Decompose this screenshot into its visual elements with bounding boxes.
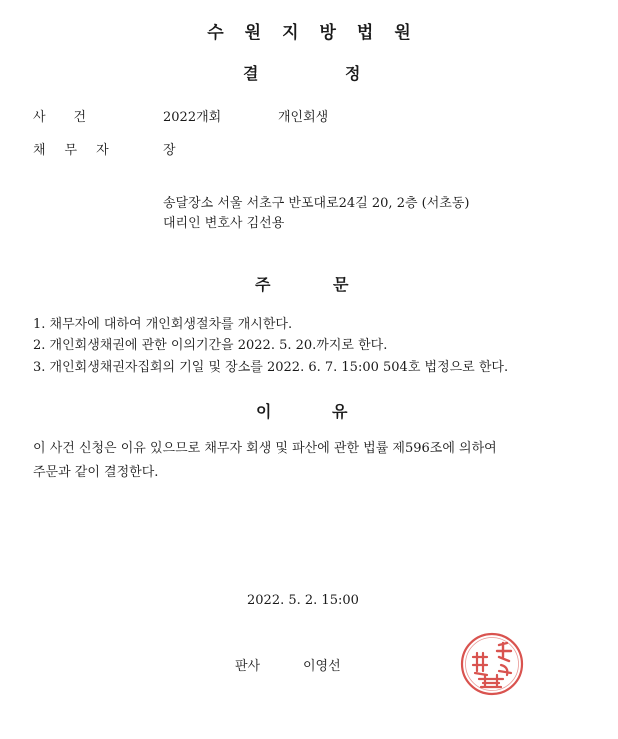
order-title-left: 주 xyxy=(255,275,271,294)
case-number: 2022개회 xyxy=(163,110,222,125)
judge-title: 판사 xyxy=(235,659,261,674)
court-name: 수원지방법원 xyxy=(207,23,432,43)
doc-title-right: 정 xyxy=(345,64,361,83)
order-item: 2. 개인회생채권에 관한 이의기간을 2022. 5. 20.까지로 한다. xyxy=(33,338,388,353)
judge-seal-icon xyxy=(459,631,525,697)
order-item: 3. 개인회생채권자집회의 기일 및 장소를 2022. 6. 7. 15:00 504호 법정으로 한다. xyxy=(33,360,509,375)
case-label: 사건 xyxy=(33,110,115,125)
order-item: 1. 채무자에 대하여 개인회생절차를 개시한다. xyxy=(33,317,293,332)
reason-line: 주문과 같이 결정한다. xyxy=(33,465,159,480)
debtor-name: 장 xyxy=(163,143,176,158)
doc-title-left: 결 xyxy=(243,64,259,83)
service-address: 송달장소 서울 서초구 반포대로24길 20, 2층 (서초동) xyxy=(163,196,470,211)
reason-line: 이 사건 신청은 이유 있으므로 채무자 회생 및 파산에 관한 법률 제596조에 의하여 xyxy=(33,441,497,456)
reason-title-left: 이 xyxy=(256,402,272,421)
reason-title-right: 유 xyxy=(332,402,348,421)
agent: 대리인 변호사 김선용 xyxy=(163,216,285,231)
case-type: 개인회생 xyxy=(278,110,329,125)
debtor-label: 채무자 xyxy=(33,143,128,158)
order-title-right: 문 xyxy=(333,275,349,294)
judge-name: 이영선 xyxy=(303,659,341,674)
decision-date: 2022. 5. 2. 15:00 xyxy=(247,593,359,608)
